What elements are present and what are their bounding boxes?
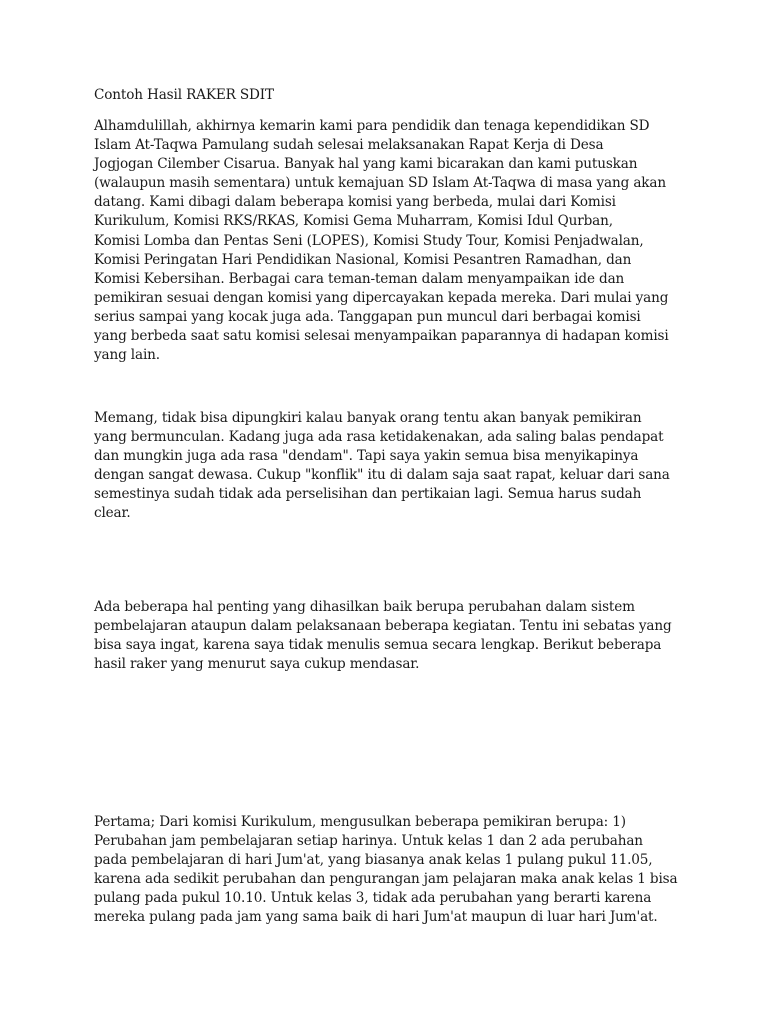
paragraph-line: yang lain. <box>94 347 160 363</box>
paragraph-line: Perubahan jam pembelajaran setiap harinya. Untuk kelas 1 dan 2 ada perubahan <box>94 833 643 849</box>
paragraph-line: karena ada sedikit perubahan dan pengurangan jam pelajaran maka anak kelas 1 bisa <box>94 871 678 887</box>
paragraph-line: pada pembelajaran di hari Jum'at, yang biasanya anak kelas 1 pulang pukul 11.05, <box>94 852 653 868</box>
paragraph-line: dengan sangat dewasa. Cukup "konflik" itu di dalam saja saat rapat, keluar dari sana <box>94 467 670 483</box>
paragraph-line: pemikiran sesuai dengan komisi yang dipercayakan kepada mereka. Dari mulai yang <box>94 290 669 306</box>
paragraph-line: pulang pada pukul 10.10. Untuk kelas 3, tidak ada perubahan yang berarti karena <box>94 890 652 906</box>
paragraph-line: Komisi Kebersihan. Berbagai cara teman-teman dalam menyampaikan ide dan <box>94 271 625 287</box>
paragraph-line: Jogjogan Cilember Cisarua. Banyak hal yang kami bicarakan dan kami putuskan <box>94 156 638 172</box>
paragraph-line: mereka pulang pada jam yang sama baik di hari Jum'at maupun di luar hari Jum'at. <box>94 909 658 925</box>
paragraph-line: (walaupun masih sementara) untuk kemajuan SD Islam At-Taqwa di masa yang akan <box>94 175 666 191</box>
paragraph-line: serius sampai yang kocak juga ada. Tanggapan pun muncul dari berbagai komisi <box>94 309 641 325</box>
paragraph-line: dan mungkin juga ada rasa "dendam". Tapi saya yakin semua bisa menyikapinya <box>94 448 639 464</box>
paragraph-line: Komisi Lomba dan Pentas Seni (LOPES), Komisi Study Tour, Komisi Penjadwalan, <box>94 233 644 249</box>
paragraph-line: bisa saya ingat, karena saya tidak menulis semua secara lengkap. Berikut beberapa <box>94 637 662 653</box>
paragraph-line: pembelajaran ataupun dalam pelaksanaan beberapa kegiatan. Tentu ini sebatas yang <box>94 618 672 634</box>
paragraph-line: Kurikulum, Komisi RKS/RKAS, Komisi Gema Muharram, Komisi Idul Qurban, <box>94 213 613 229</box>
paragraph-line: semestinya sudah tidak ada perselisihan dan pertikaian lagi. Semua harus sudah <box>94 486 642 502</box>
paragraph-line: Pertama; Dari komisi Kurikulum, mengusulkan beberapa pemikiran berupa: 1) <box>94 814 626 830</box>
document-title: Contoh Hasil RAKER SDIT <box>94 87 274 103</box>
paragraph-line: Ada beberapa hal penting yang dihasilkan baik berupa perubahan dalam sistem <box>94 599 635 615</box>
paragraph-line: clear. <box>94 505 131 521</box>
paragraph-line: hasil raker yang menurut saya cukup mendasar. <box>94 656 420 672</box>
paragraph-line: Memang, tidak bisa dipungkiri kalau banyak orang tentu akan banyak pemikiran <box>94 410 642 426</box>
paragraph-line: Islam At-Taqwa Pamulang sudah selesai melaksanakan Rapat Kerja di Desa <box>94 137 604 153</box>
paragraph-line: datang. Kami dibagi dalam beberapa komisi yang berbeda, mulai dari Komisi <box>94 194 616 210</box>
paragraph-line: Komisi Peringatan Hari Pendidikan Nasional, Komisi Pesantren Ramadhan, dan <box>94 252 632 268</box>
paragraph-line: yang bermunculan. Kadang juga ada rasa ketidakenakan, ada saling balas pendapat <box>94 429 664 445</box>
paragraph-line: Alhamdulillah, akhirnya kemarin kami para pendidik dan tenaga kependidikan SD <box>94 118 650 134</box>
paragraph-line: yang berbeda saat satu komisi selesai menyampaikan paparannya di hadapan komisi <box>94 328 669 344</box>
